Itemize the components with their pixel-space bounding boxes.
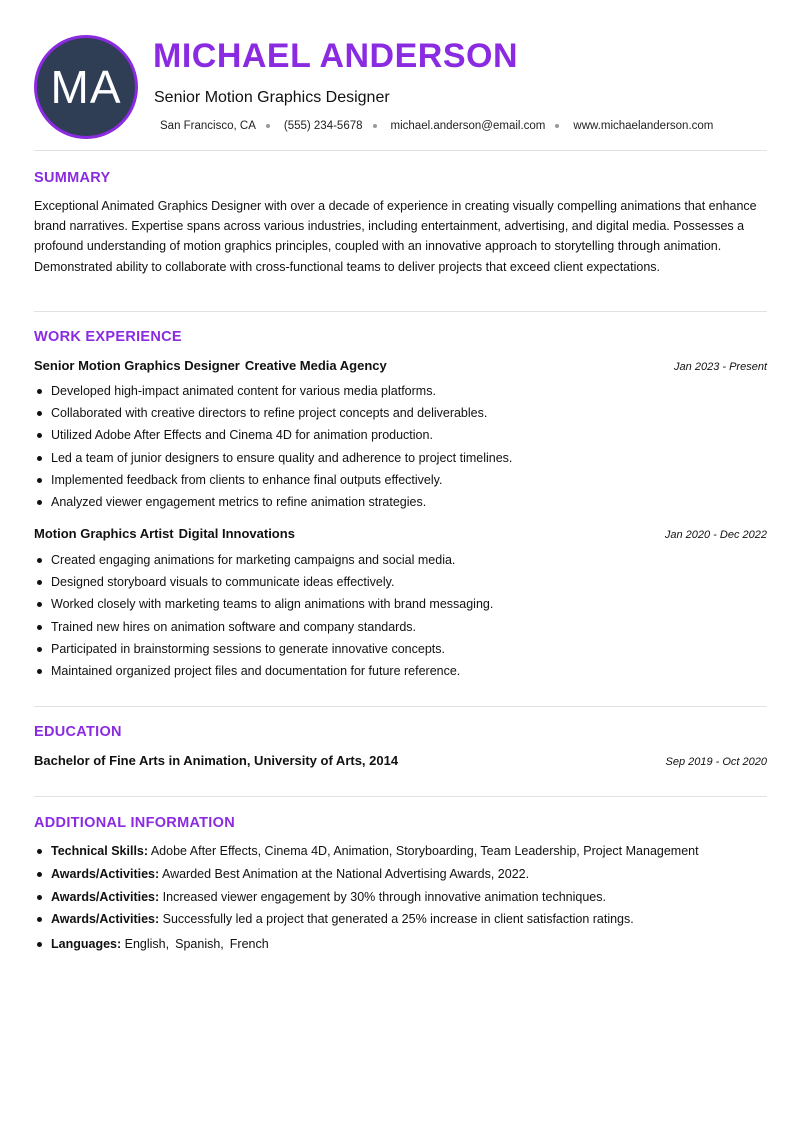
separator-dot-icon — [555, 124, 559, 128]
summary-heading: SUMMARY — [34, 170, 111, 186]
info-label: Awards/Activities: — [51, 889, 160, 904]
list-item: Led a team of junior designers to ensure quality and adherence to project timelines. — [34, 447, 764, 469]
separator-dot-icon — [266, 124, 270, 128]
additional-info-heading: ADDITIONAL INFORMATION — [34, 815, 235, 831]
list-item: Analyzed viewer engagement metrics to refine animation strategies. — [34, 491, 764, 513]
job-2-bullets — [34, 549, 764, 682]
job-position: Motion Graphics Artist — [34, 526, 174, 541]
list-item: Created engaging animations for marketing campaigns and social media. — [34, 549, 764, 571]
list-item: Trained new hires on animation software and company standards. — [34, 616, 764, 638]
info-text: Successfully led a project that generated a 25% increase in client satisfaction ratings. — [162, 912, 634, 927]
contact-email[interactable]: michael.anderson@email.com — [390, 120, 546, 132]
list-item — [34, 933, 764, 956]
section-divider — [34, 796, 767, 797]
list-item: Worked closely with marketing teams to align animations with brand messaging. — [34, 593, 764, 615]
contact-location: San Francisco, CA — [160, 120, 256, 132]
info-label: Awards/Activities: — [51, 912, 160, 927]
job-title-1 — [34, 358, 387, 373]
education-dates: Sep 2019 - Oct 2020 — [665, 756, 767, 768]
summary-text: Exceptional Animated Graphics Designer with over a decade of experience in creating visually compelling animations that enhance brand narratives. Expertise spans across various industries, including entertainment, advertising, and digital media. Possesses a profound understanding of motion graphics principles, coupled with an innovative approach to storytelling through animation. Demonstrated ability to collaborate with cross-functional teams to deliver projects that exceed client expectations. — [34, 199, 757, 274]
language-item: French — [229, 937, 269, 952]
section-divider — [34, 150, 767, 151]
list-item: Implemented feedback from clients to enhance final outputs effectively. — [34, 469, 764, 491]
info-label: Awards/Activities: — [51, 866, 160, 881]
candidate-role: Senior Motion Graphics Designer — [154, 89, 390, 106]
candidate-name: MICHAEL ANDERSON — [153, 37, 519, 75]
education-heading: EDUCATION — [34, 724, 122, 740]
job-company: Creative Media Agency — [244, 358, 387, 373]
list-item — [34, 863, 764, 886]
list-item: Participated in brainstorming sessions to generate innovative concepts. — [34, 638, 764, 660]
job-1-bullets — [34, 380, 764, 513]
contact-bar — [160, 120, 713, 132]
job-position: Senior Motion Graphics Designer — [34, 358, 240, 373]
list-item: Maintained organized project files and documentation for future reference. — [34, 660, 764, 682]
job-title-2 — [34, 526, 295, 541]
additional-info-list — [34, 840, 764, 956]
work-experience-heading: WORK EXPERIENCE — [34, 329, 182, 345]
languages-label: Languages: — [51, 937, 122, 952]
section-divider — [34, 311, 767, 312]
list-item — [34, 908, 764, 931]
education-degree: Bachelor of Fine Arts in Animation, University of Arts, 2014 — [34, 753, 399, 768]
contact-phone: (555) 234-5678 — [283, 120, 363, 132]
list-item: Developed high-impact animated content for various media platforms. — [34, 380, 764, 402]
info-label: Technical Skills: — [51, 844, 149, 858]
info-text: Increased viewer engagement by 30% through innovative animation techniques. — [162, 889, 606, 904]
section-divider — [34, 706, 767, 707]
avatar-initials: MA — [50, 61, 122, 113]
language-item: Spanish, — [175, 937, 224, 952]
list-item — [34, 840, 764, 863]
job-company: Digital Innovations — [178, 526, 295, 541]
list-item: Collaborated with creative directors to refine project concepts and deliverables. — [34, 402, 764, 424]
avatar — [34, 35, 138, 139]
language-item: English, — [124, 937, 170, 952]
contact-website[interactable]: www.michaelanderson.com — [573, 120, 714, 132]
list-item — [34, 886, 764, 909]
job-dates: Jan 2020 - Dec 2022 — [664, 529, 767, 541]
list-item: Utilized Adobe After Effects and Cinema 4D for animation production. — [34, 424, 764, 446]
info-text: Adobe After Effects, Cinema 4D, Animation, Storyboarding, Team Leadership, Project Management — [150, 844, 699, 858]
job-dates: Jan 2023 - Present — [674, 361, 767, 373]
list-item: Designed storyboard visuals to communicate ideas effectively. — [34, 571, 764, 593]
info-text: Awarded Best Animation at the National Advertising Awards, 2022. — [161, 866, 530, 881]
separator-dot-icon — [373, 124, 377, 128]
